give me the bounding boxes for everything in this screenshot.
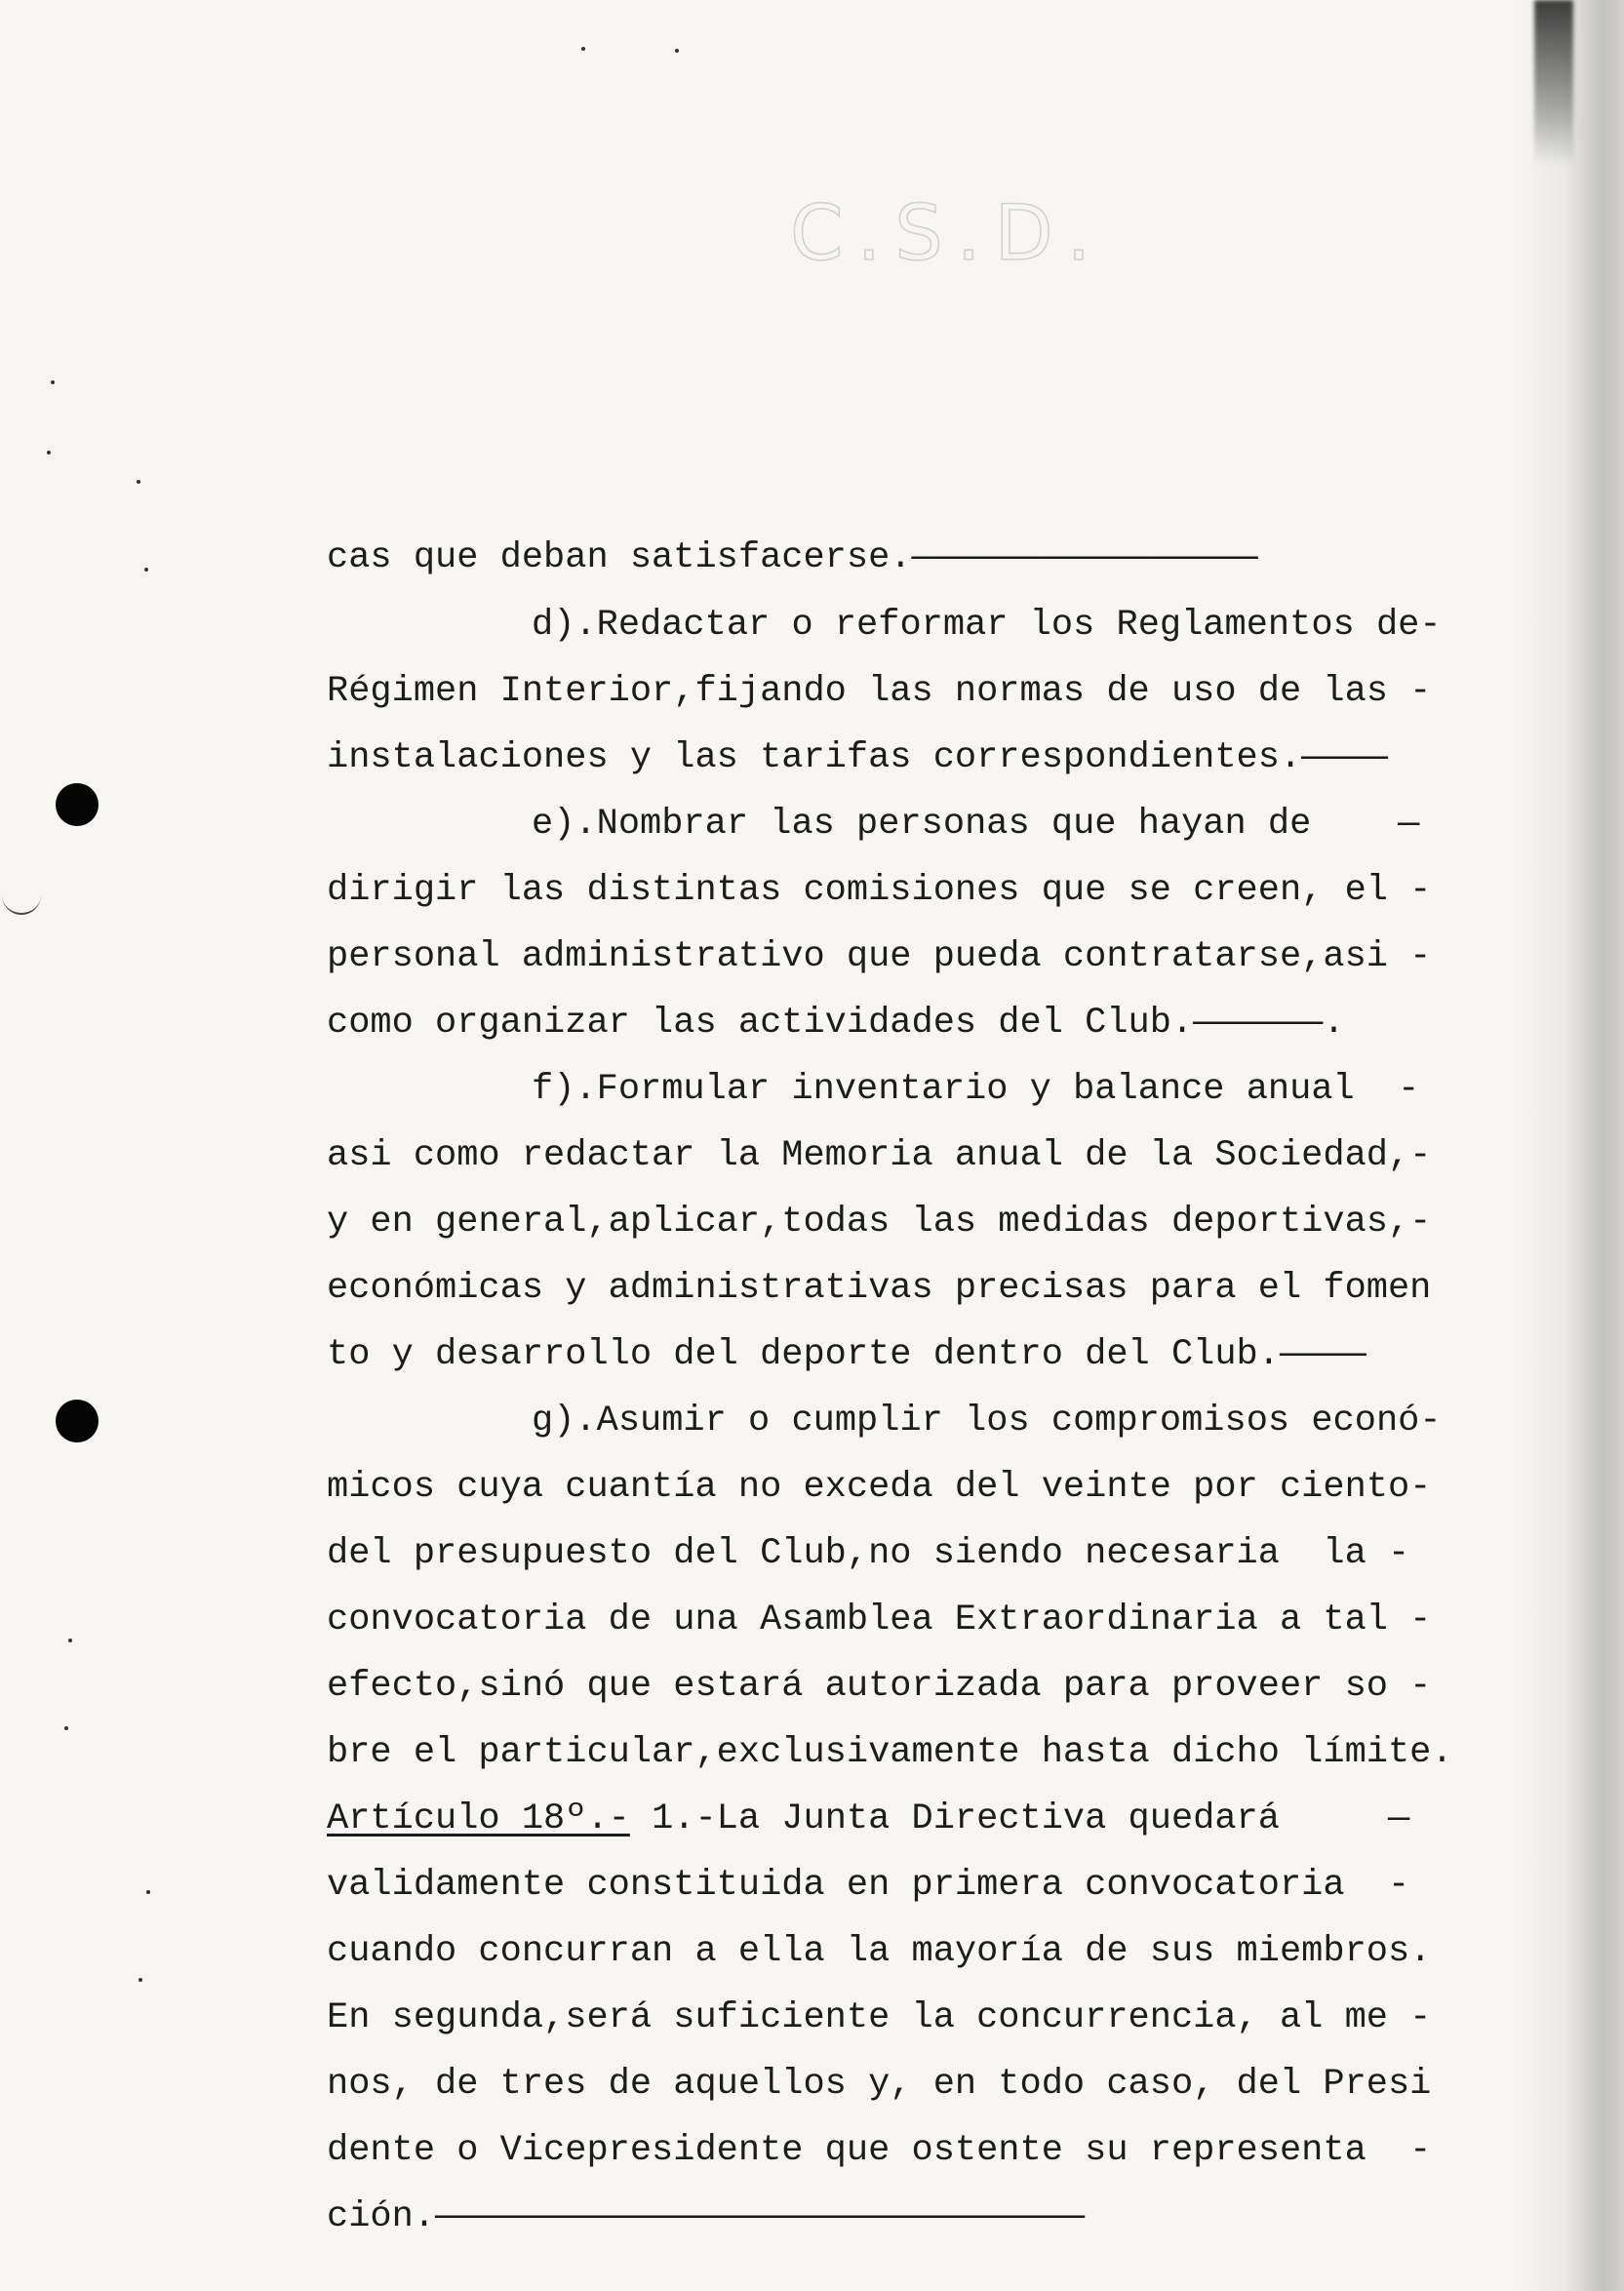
speck [68, 1639, 72, 1642]
article-intro: 1.-La Junta Directiva quedará — [629, 1798, 1410, 1839]
text-line-20: validamente constituida en primera convocatoria - [327, 1865, 1410, 1906]
text-line-7: personal administrativo que pueda contratarse,asi - [327, 936, 1432, 977]
embossed-stamp: C.S.D. [790, 190, 1105, 278]
text-line-14: g).Asumir o cumplir los compromisos econó- [532, 1401, 1442, 1442]
text-line-3: Régimen Interior,fijando las normas de uso de las - [327, 671, 1432, 712]
text-line-10: asi como redactar la Memoria anual de la Sociedad,- [327, 1135, 1432, 1176]
text-line-17: convocatoria de una Asamblea Extraordinaria a tal - [327, 1600, 1432, 1640]
text-line-15: micos cuya cuantía no exceda del veinte por ciento- [327, 1467, 1432, 1508]
article-title: Artículo 18º.- [327, 1798, 630, 1839]
text-line-1: cas que deban satisfacerse.———————————————— [327, 537, 1258, 578]
text-line-18: efecto,sinó que estará autorizada para proveer so - [327, 1666, 1432, 1707]
speck [581, 47, 585, 51]
text-line-24: dente o Vicepresidente que ostente su representa - [327, 2130, 1432, 2171]
punch-hole-bottom [56, 1400, 99, 1442]
text-line-16: del presupuesto del Club,no siendo necesaria la - [327, 1533, 1410, 1574]
text-line-23: nos, de tres de aquellos y, en todo caso, del Presi [327, 2064, 1432, 2105]
text-line-11: y en general,aplicar,todas las medidas deportivas,- [327, 1202, 1432, 1243]
article-heading-line [327, 1795, 1409, 1843]
speck [139, 1978, 142, 1982]
text-line-2: d).Redactar o reformar los Reglamentos de- [532, 605, 1442, 646]
text-line-12: económicas y administrativas precisas para el fomen [327, 1268, 1432, 1309]
text-line-19: bre el particular,exclusivamente hasta dicho límite. [327, 1732, 1453, 1773]
punch-hole-top [56, 783, 99, 826]
text-line-13: to y desarrollo del deporte dentro del Club.———— [327, 1334, 1367, 1375]
text-line-22: En segunda,será suficiente la concurrencia, al me - [327, 1997, 1432, 2038]
text-line-5: e).Nombrar las personas que hayan de — [532, 804, 1420, 845]
speck [146, 1890, 150, 1894]
speck [144, 568, 148, 572]
speck [137, 480, 140, 484]
speck [47, 451, 51, 454]
speck [51, 380, 55, 384]
text-line-8: como organizar las actividades del Club.——————. [327, 1003, 1345, 1044]
scan-edge-dark-mark [1534, 0, 1573, 166]
scan-edge-shadow [1517, 0, 1624, 2291]
speck [64, 1726, 68, 1730]
text-line-9: f).Formular inventario y balance anual - [532, 1069, 1420, 1110]
page-fold-mark [2, 888, 41, 915]
text-line-25: ción.—————————————————————————————— [327, 2196, 1086, 2237]
speck [675, 49, 679, 53]
text-line-6: dirigir las distintas comisiones que se creen, el - [327, 870, 1432, 911]
text-line-21: cuando concurran a ella la mayoría de sus miembros. [327, 1931, 1432, 1972]
text-line-4: instalaciones y las tarifas correspondientes.———— [327, 737, 1388, 778]
